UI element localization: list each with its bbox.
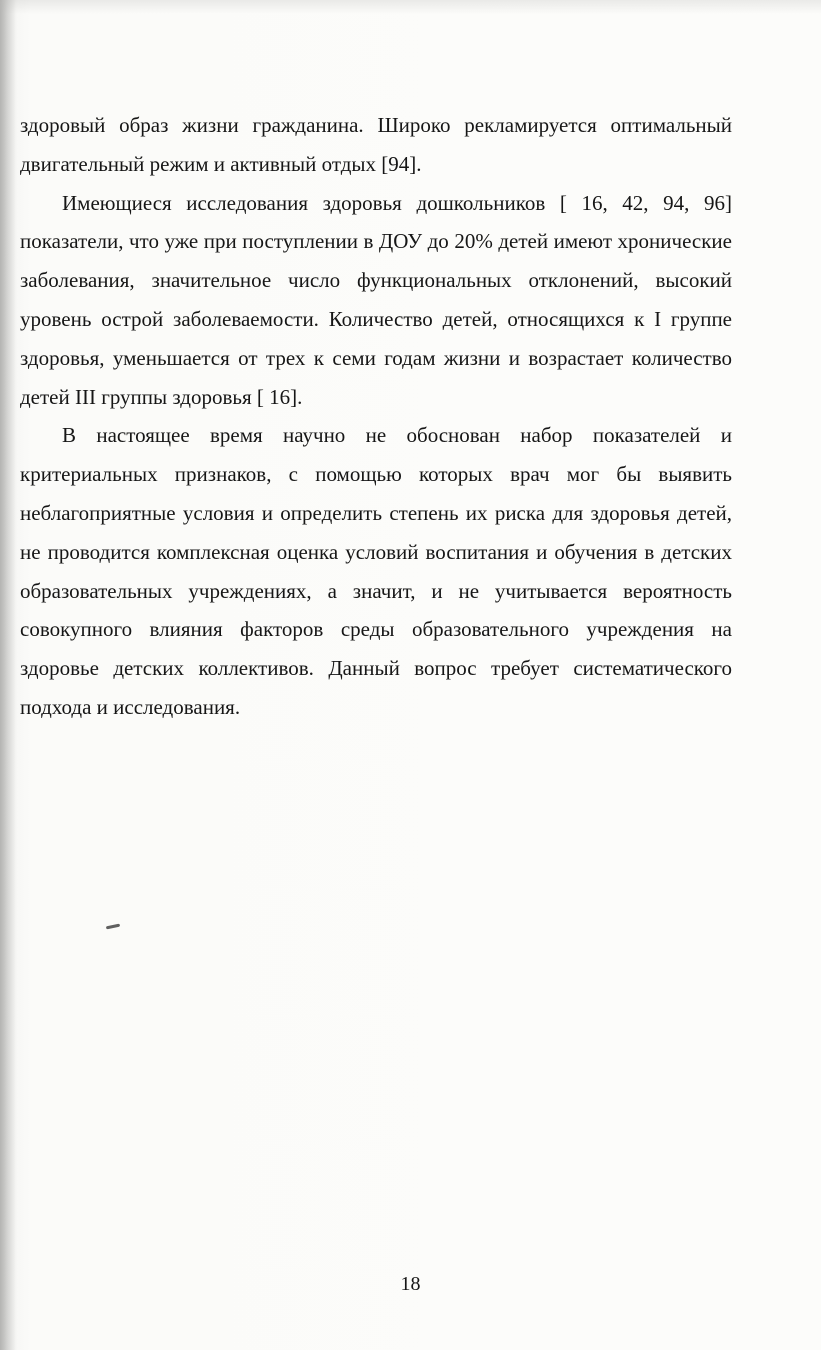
paragraph-health-studies: Имеющиеся исследования здоровья дошкольников [ 16, 42, 94, 96] показатели, что уже при поступлении в ДОУ до 20% детей имеют хронические заболевания, значительное число функциональных отклонений, высокий уровень острой заболеваемости. Количество детей, относящихся к I группе здоровья, уменьшается от трех к семи годам жизни и возрастает количество детей III группы здоровья [ 16]. [20, 190, 732, 409]
scan-speck [106, 924, 120, 930]
paragraph-continuation: здоровый образ жизни гражданина. Широко рекламируется оптимальный двигательный режим и активный отдых [94]. [20, 113, 732, 176]
body-text [20, 106, 732, 727]
scan-edge-shadow [0, 0, 16, 1350]
scan-top-shadow [0, 0, 821, 14]
paragraph-assessment-criteria: В настоящее время научно не обоснован набор показателей и критериальных признаков, с помощью которых врач мог бы выявить неблагоприятные условия и определить степень их риска для здоровья детей, не проводится комплексная оценка условий воспитания и обучения в детских образовательных учреждениях, а значит, и не учитывается вероятность совокупного влияния факторов среды образовательного учреждения на здоровье детских коллективов. Данный вопрос требует систематического подхода и исследования. [20, 423, 732, 719]
page-number: 18 [400, 1273, 421, 1295]
